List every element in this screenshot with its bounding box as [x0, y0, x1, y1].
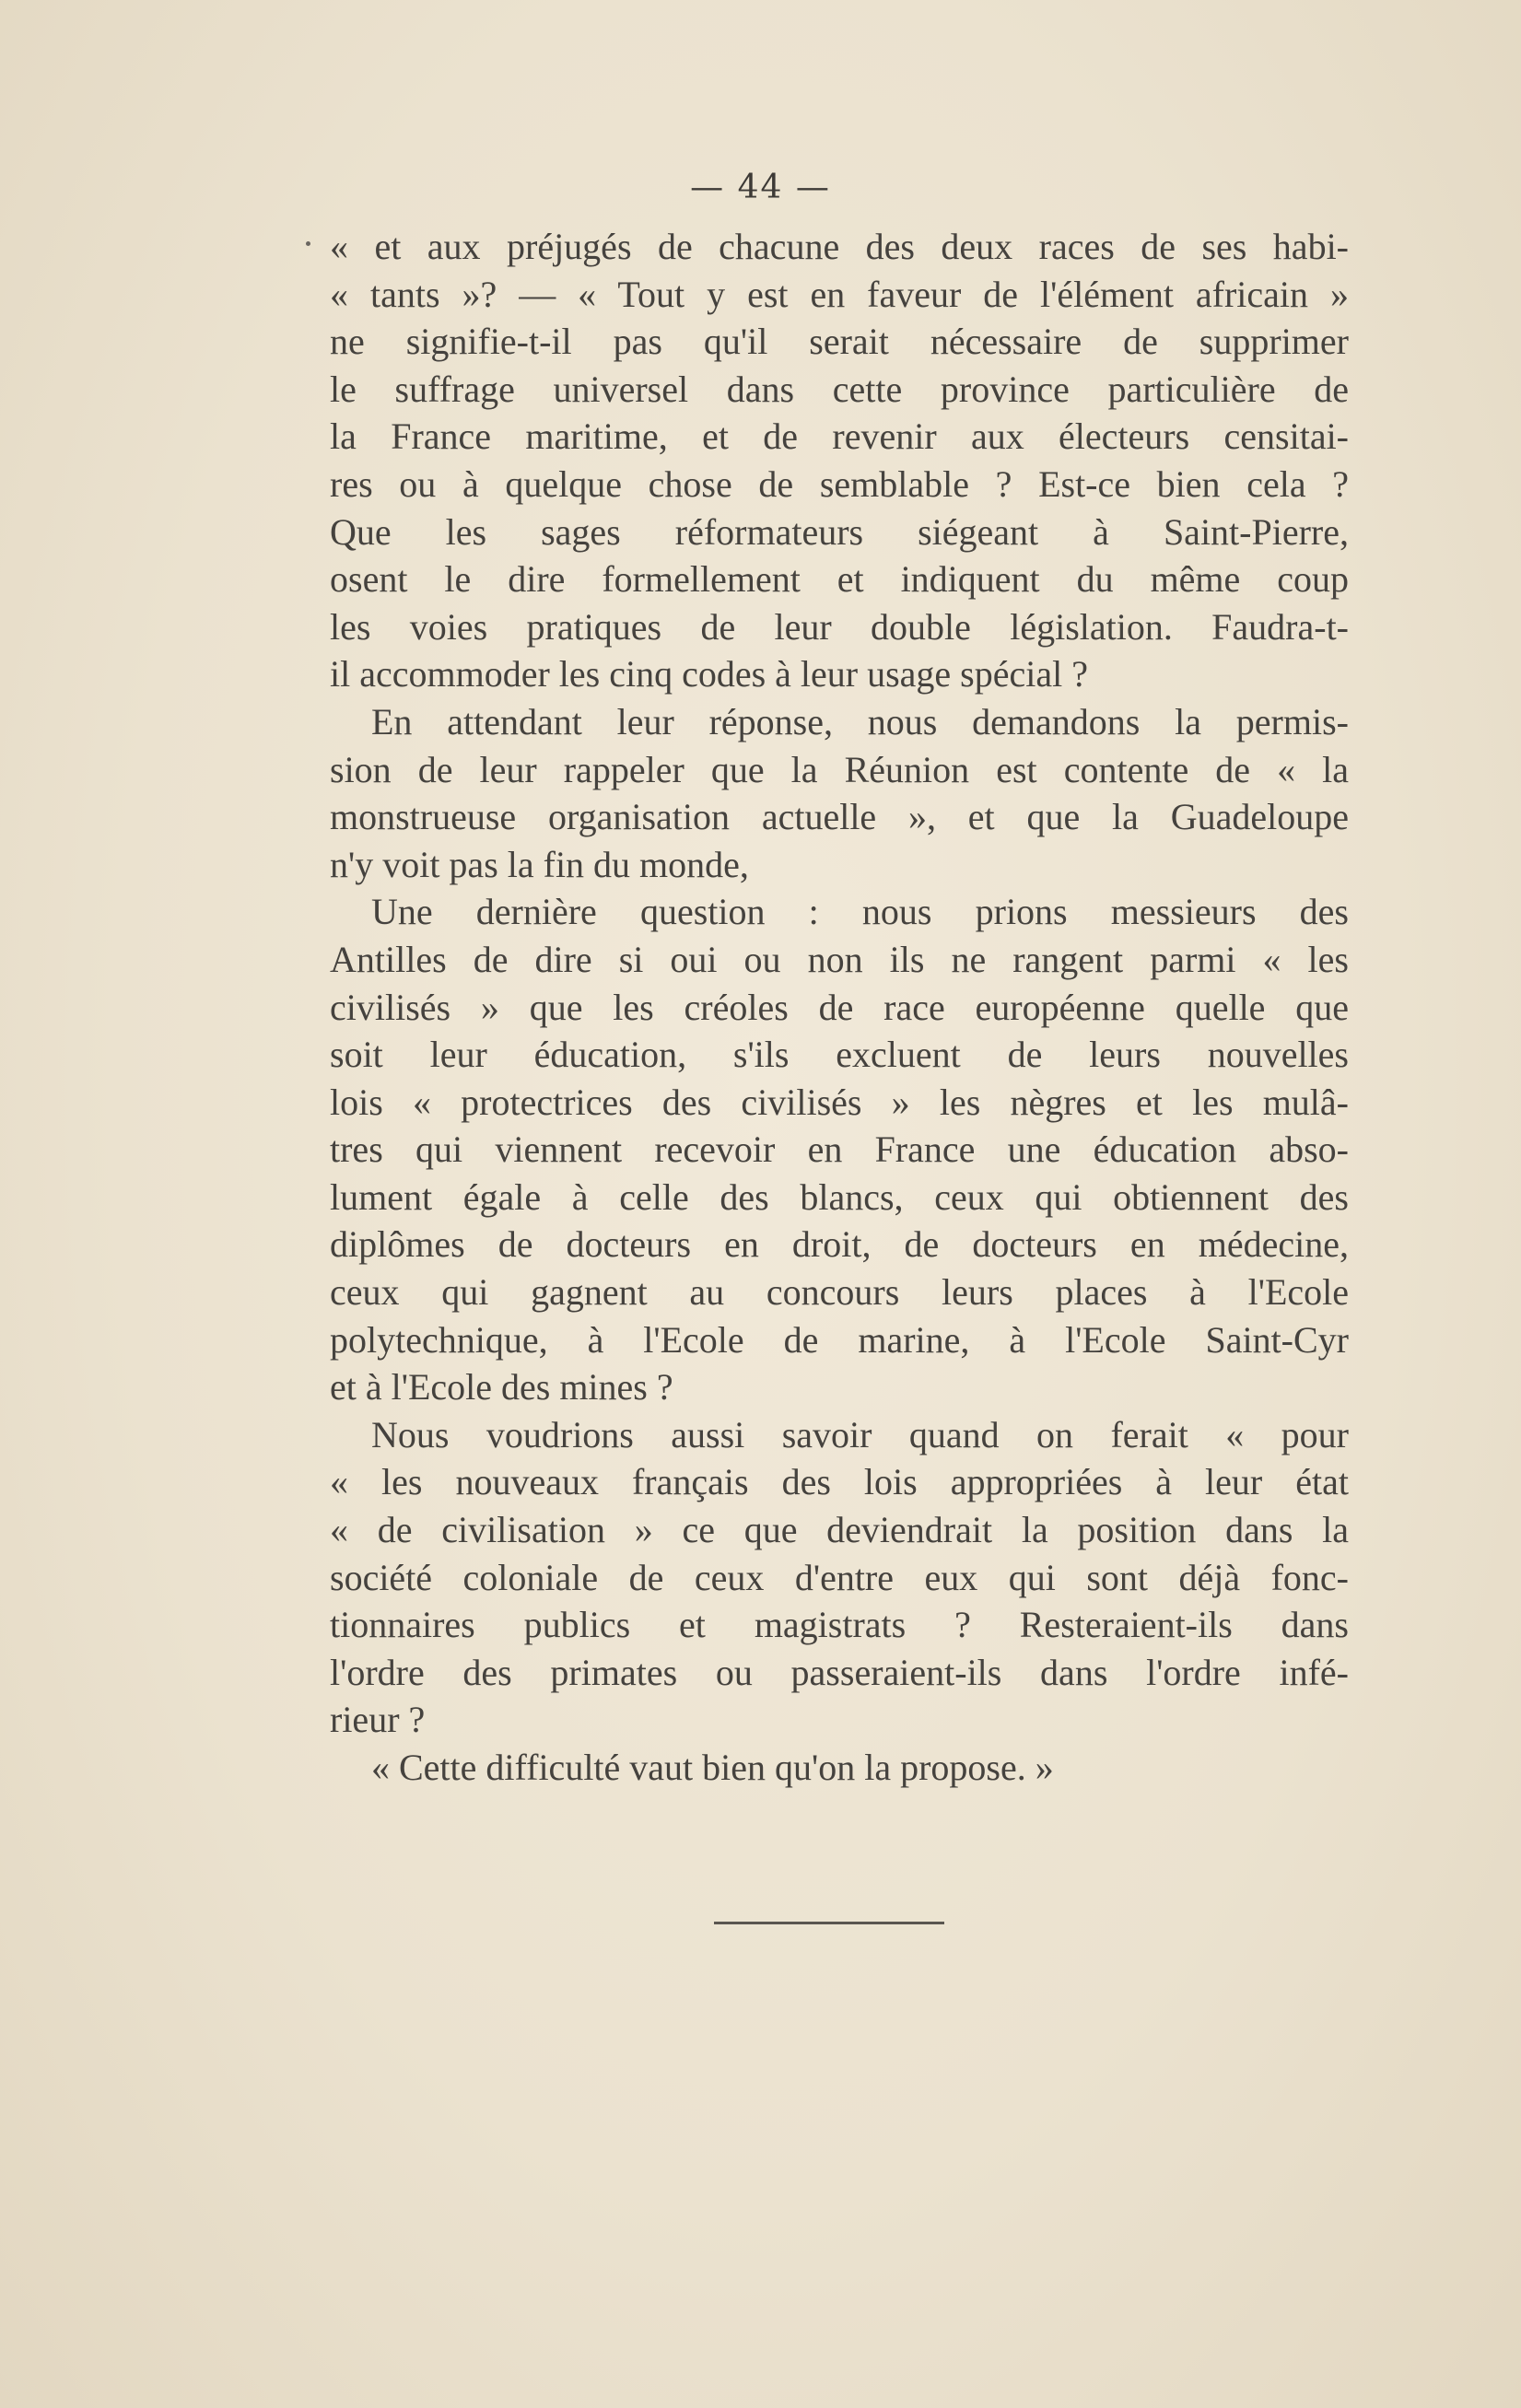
text-line: il accommoder les cinq codes à leur usage spécial ?	[330, 653, 1088, 696]
text-line: Que les sages réformateurs siégeant à Saint-Pierre,	[330, 510, 1349, 553]
text-line: « les nouveaux français des lois appropriées à leur état	[330, 1461, 1349, 1503]
paragraph-first-line: « Cette difficulté vaut bien qu'on la propose. »	[371, 1747, 1054, 1788]
text-line: ceux qui gagnent au concours leurs places à l'Ecole	[330, 1271, 1349, 1314]
text-line: et à l'Ecole des mines ?	[330, 1366, 673, 1409]
text-line: res ou à quelque chose de semblable ? Est-ce bien cela ?	[330, 462, 1349, 505]
text-line: « de civilisation » ce que deviendrait la position dans la	[330, 1509, 1349, 1551]
text-line: tionnaires publics et magistrats ? Resteraient-ils dans	[330, 1604, 1349, 1646]
text-line: soit leur éducation, s'ils excluent de leurs nouvelles	[330, 1034, 1349, 1076]
text-line: tres qui viennent recevoir en France une éducation abso-	[330, 1128, 1349, 1171]
text-line: « et aux préjugés de chacune des deux races de ses habi-	[330, 226, 1349, 267]
text-line: le suffrage universel dans cette province particulière de	[330, 368, 1349, 410]
text-line: sion de leur rappeler que la Réunion est contente de « la	[330, 748, 1349, 790]
text-line: polytechnique, à l'Ecole de marine, à l'Ecole Saint-Cyr	[330, 1318, 1349, 1361]
text-line: civilisés » que les créoles de race européenne quelle que	[330, 986, 1349, 1028]
page-number: — 44 —	[690, 169, 831, 206]
text-line: société coloniale de ceux d'entre eux qui sont déjà fonc-	[330, 1556, 1349, 1598]
text-line: « tants »? — « Tout y est en faveur de l'élément africain »	[330, 273, 1349, 315]
text-line: rieur ?	[330, 1699, 426, 1741]
paragraph-first-line: En attendant leur réponse, nous demandons la permis-	[371, 700, 1349, 742]
text-line: les voies pratiques de leur double législation. Faudra-t-	[330, 605, 1349, 648]
text-line: l'ordre des primates ou passeraient-ils dans l'ordre infé-	[330, 1651, 1349, 1693]
paragraph-first-line: Nous voudrions aussi savoir quand on ferait « pour	[371, 1413, 1349, 1455]
text-line: diplômes de docteurs en droit, de docteurs en médecine,	[330, 1223, 1349, 1266]
text-line: ne signifie-t-il pas qu'il serait nécessaire de supprimer	[330, 321, 1349, 363]
text-line: osent le dire formellement et indiquent du même coup	[330, 558, 1349, 601]
text-line: lument égale à celle des blancs, ceux qui obtiennent des	[330, 1175, 1349, 1218]
text-line: lois « protectrices des civilisés » les nègres et les mulâ-	[330, 1081, 1349, 1123]
text-line: la France maritime, et de revenir aux électeurs censitai-	[330, 415, 1349, 458]
body-text	[330, 223, 1349, 1792]
text-line: Antilles de dire si oui ou non ils ne rangent parmi « les	[330, 938, 1349, 980]
text-line: n'y voit pas la fin du monde,	[330, 843, 749, 885]
ink-speck	[306, 241, 310, 246]
text-line: monstrueuse organisation actuelle », et que la Guadeloupe	[330, 796, 1349, 838]
paragraph-first-line: Une dernière question : nous prions messieurs des	[371, 891, 1349, 933]
end-rule	[714, 1922, 944, 1924]
